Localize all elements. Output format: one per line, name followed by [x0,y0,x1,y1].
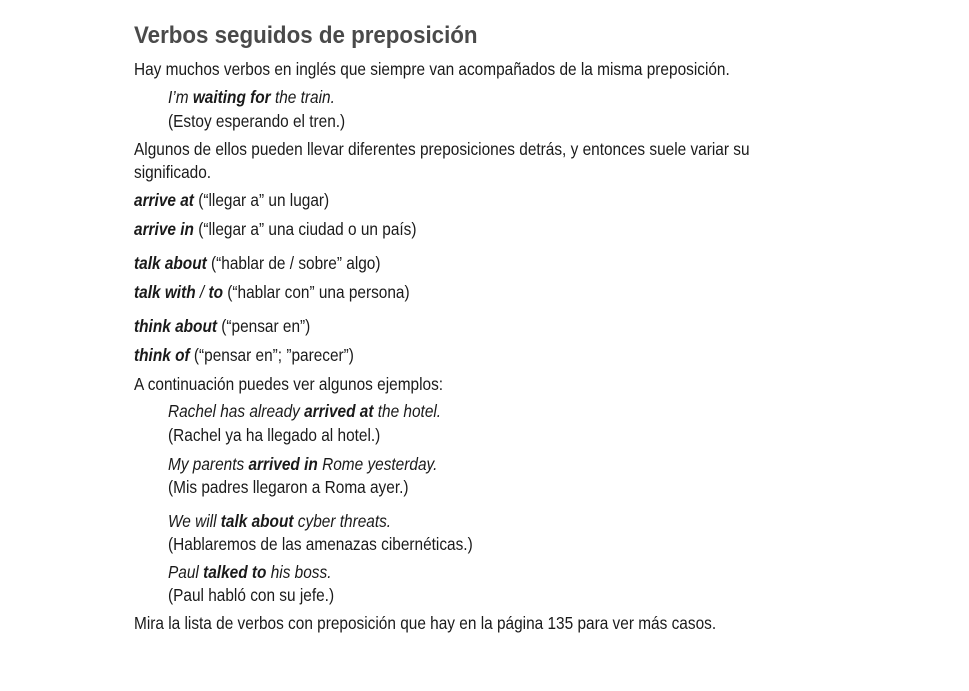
verb-gloss: (“llegar a” una ciudad o un país) [193,219,417,239]
intro-paragraph: Hay muchos verbos en inglés que siempre van acompañados de la misma preposición. [134,59,730,79]
example-pre: We will [168,511,221,531]
verb-term: think of [134,345,190,365]
verb-gloss: (“llegar a” un lugar) [193,190,330,210]
example-sentence-english [168,453,437,475]
example-pre: My parents [168,454,249,474]
example-post: Rome yesterday. [317,454,438,474]
verb-term: talk with [134,282,196,302]
example-pre: Rachel has already [168,401,305,421]
verb-term: arrive in [134,219,194,239]
verb-term: arrive at [134,190,194,210]
example-verb: arrived at [304,401,374,421]
example-post: the hotel. [373,401,442,421]
example-translation: (Paul habló con su jefe.) [168,585,335,605]
closing-paragraph: Mira la lista de verbos con preposición que hay en la página 135 para ver más casos. [134,613,717,633]
example-verb: talk about [220,511,294,531]
verb-entry [134,315,310,337]
example-post: the train. [270,87,335,107]
verb-term: think about [134,316,217,336]
verb-gloss: (“hablar con” una persona) [223,282,410,302]
verb-entry [134,218,417,240]
verb-entry [134,344,354,366]
verb-entry [134,252,381,274]
example-post: cyber threats. [293,511,392,531]
verb-entry [134,281,410,303]
verb-gloss: (“hablar de / sobre” algo) [206,253,381,273]
verb-separator: / [195,282,209,302]
example-pre: I’m [168,87,193,107]
example-sentence-english [168,561,332,583]
example-sentence-english [168,400,441,422]
paragraph-line: significado. [134,162,212,182]
example-translation: (Rachel ya ha llegado al hotel.) [168,425,381,445]
verb-term: to [208,282,224,302]
example-pre: Paul [168,562,204,582]
example-post: his boss. [266,562,332,582]
example-translation: (Hablaremos de las amenazas cibernéticas.) [168,534,473,554]
example-translation: (Mis padres llegaron a Roma ayer.) [168,477,409,497]
verb-gloss: (“pensar en”) [216,316,311,336]
paragraph-line: Algunos de ellos pueden llevar diferentes preposiciones detrás, y entonces suele variar su [134,139,750,159]
section-heading: Verbos seguidos de preposición [134,22,478,49]
verb-gloss: (“pensar en”; ”parecer”) [189,345,354,365]
example-sentence-english [168,86,335,108]
examples-intro: A continuación puedes ver algunos ejemplos: [134,374,444,394]
example-verb: arrived in [248,454,318,474]
verb-entry [134,189,329,211]
example-verb: talked to [203,562,267,582]
example-verb: waiting for [192,87,271,107]
example-translation: (Estoy esperando el tren.) [168,111,346,131]
example-sentence-english [168,510,391,532]
verb-term: talk about [134,253,207,273]
